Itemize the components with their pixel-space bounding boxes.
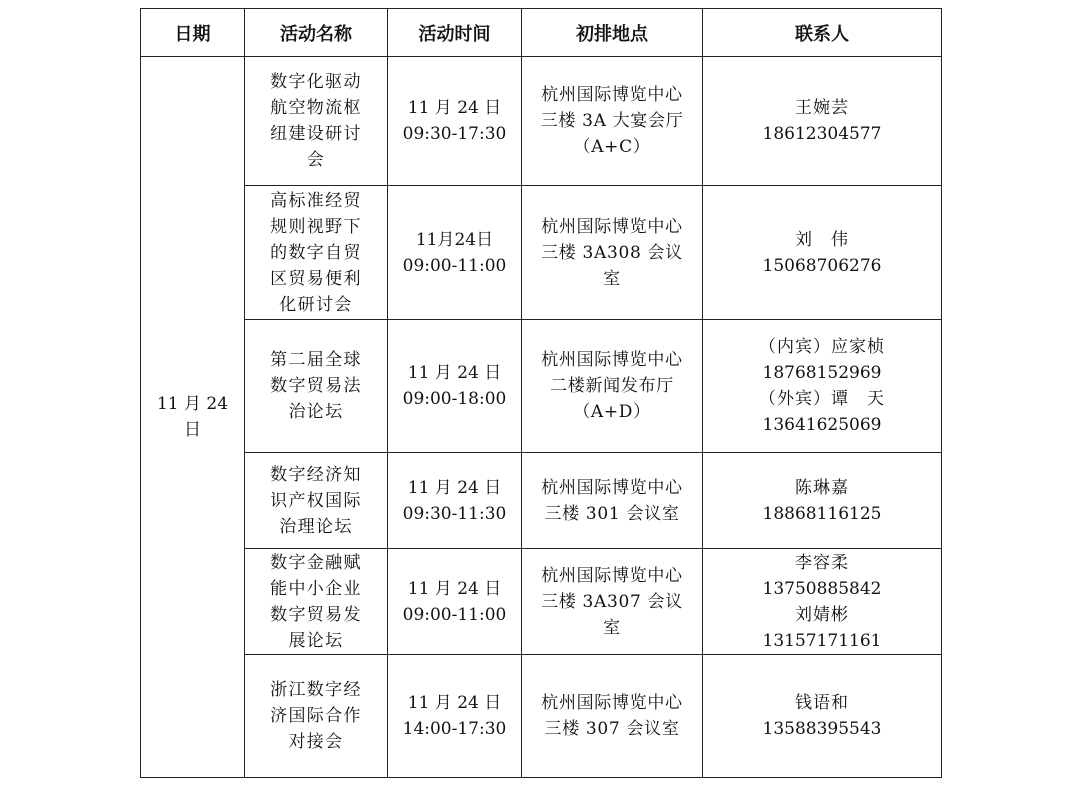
activity-name: 数字经济知识产权国际治理论坛 (270, 464, 362, 537)
location-cell (522, 186, 703, 320)
activity-date: 11 月 24 日 (407, 693, 502, 713)
date-cell: 11 月 24 日 (141, 57, 245, 778)
contact-2-label: （外宾）谭 天 (758, 389, 886, 409)
activity-time: 09:00-18:00 (402, 389, 507, 409)
activity-time: 09:30-11:30 (402, 503, 507, 524)
activity-date: 11 月 24 日 (407, 98, 502, 118)
table-row (141, 320, 942, 453)
location-cell (522, 57, 703, 186)
contact-1-phone: 18768152969 (762, 363, 882, 383)
table-row (141, 549, 942, 655)
contact-phone: 15068706276 (762, 255, 882, 276)
activity-date: 11 月 24 日 (407, 363, 502, 383)
activity-time-cell (388, 453, 522, 549)
activity-name-cell (245, 57, 388, 186)
contact-2-label: 刘婧彬 (794, 604, 850, 625)
contact-cell (703, 57, 942, 186)
activity-time-cell (388, 186, 522, 320)
venue: 杭州国际博览中心 (541, 693, 683, 713)
contact-phone: 13588395543 (762, 719, 882, 739)
activity-time-cell (388, 320, 522, 453)
contact-cell (703, 453, 942, 549)
room: 三楼 301 会议室 (544, 503, 680, 524)
schedule-table (140, 8, 942, 778)
contact-cell (703, 186, 942, 320)
room: 二楼新闻发布厅（A+D） (550, 376, 674, 422)
contact-1-label: 李容柔 (794, 552, 850, 573)
schedule-document (140, 8, 941, 778)
contact-name: 王婉芸 (794, 98, 850, 118)
location-cell (522, 453, 703, 549)
activity-date: 11 月 24 日 (407, 477, 502, 498)
contact-cell (703, 549, 942, 655)
header-date: 日期 (141, 9, 245, 57)
contact-phone: 18868116125 (762, 503, 882, 524)
activity-date: 11 月 24 日 (407, 578, 502, 599)
activity-time: 09:30-17:30 (402, 124, 507, 144)
contact-2-phone: 13641625069 (762, 415, 882, 435)
header-location: 初排地点 (522, 9, 703, 57)
contact-name: 钱语和 (794, 693, 850, 713)
contact-cell (703, 320, 942, 453)
activity-time-cell (388, 549, 522, 655)
room: 三楼 3A308 会议室 (541, 242, 683, 289)
header-activity-name: 活动名称 (245, 9, 388, 57)
header-contact: 联系人 (703, 9, 942, 57)
activity-name-cell (245, 549, 388, 655)
activity-name-cell (245, 186, 388, 320)
activity-name-cell (245, 320, 388, 453)
contact-2-phone: 13157171161 (762, 630, 882, 651)
activity-time-cell (388, 655, 522, 778)
location-cell (522, 320, 703, 453)
activity-time-cell (388, 57, 522, 186)
location-cell (522, 549, 703, 655)
header-activity-time: 活动时间 (388, 9, 522, 57)
venue: 杭州国际博览中心 (541, 350, 683, 370)
activity-name: 数字化驱动航空物流枢纽建设研讨会 (270, 72, 362, 170)
venue: 杭州国际博览中心 (541, 85, 683, 105)
activity-name: 第二届全球数字贸易法治论坛 (270, 350, 362, 422)
room: 三楼 3A 大宴会厅（A+C） (540, 111, 684, 157)
activity-name: 数字金融赋能中小企业数字贸易发展论坛 (270, 552, 362, 651)
venue: 杭州国际博览中心 (541, 477, 683, 498)
contact-phone: 18612304577 (762, 124, 882, 144)
activity-date: 11月24日 (415, 229, 494, 250)
venue: 杭州国际博览中心 (541, 565, 683, 586)
location-cell (522, 655, 703, 778)
header-row (141, 9, 942, 57)
activity-name-cell (245, 655, 388, 778)
activity-name-cell (245, 453, 388, 549)
table-row (141, 453, 942, 549)
contact-1-phone: 13750885842 (762, 578, 882, 599)
activity-time: 14:00-17:30 (402, 719, 507, 739)
room: 三楼 3A307 会议室 (541, 591, 683, 638)
contact-cell (703, 655, 942, 778)
activity-time: 09:00-11:00 (402, 255, 507, 276)
activity-name: 高标准经贸规则视野下的数字自贸区贸易便利化研讨会 (270, 190, 362, 315)
room: 三楼 307 会议室 (544, 719, 680, 739)
contact-1-label: （内宾）应家桢 (758, 337, 886, 357)
activity-name: 浙江数字经济国际合作对接会 (270, 680, 362, 752)
venue: 杭州国际博览中心 (541, 216, 683, 237)
activity-time: 09:00-11:00 (402, 604, 507, 625)
table-row (141, 57, 942, 186)
table-row (141, 186, 942, 320)
contact-name: 陈琳嘉 (794, 477, 850, 498)
table-row (141, 655, 942, 778)
contact-name: 刘 伟 (794, 229, 850, 250)
